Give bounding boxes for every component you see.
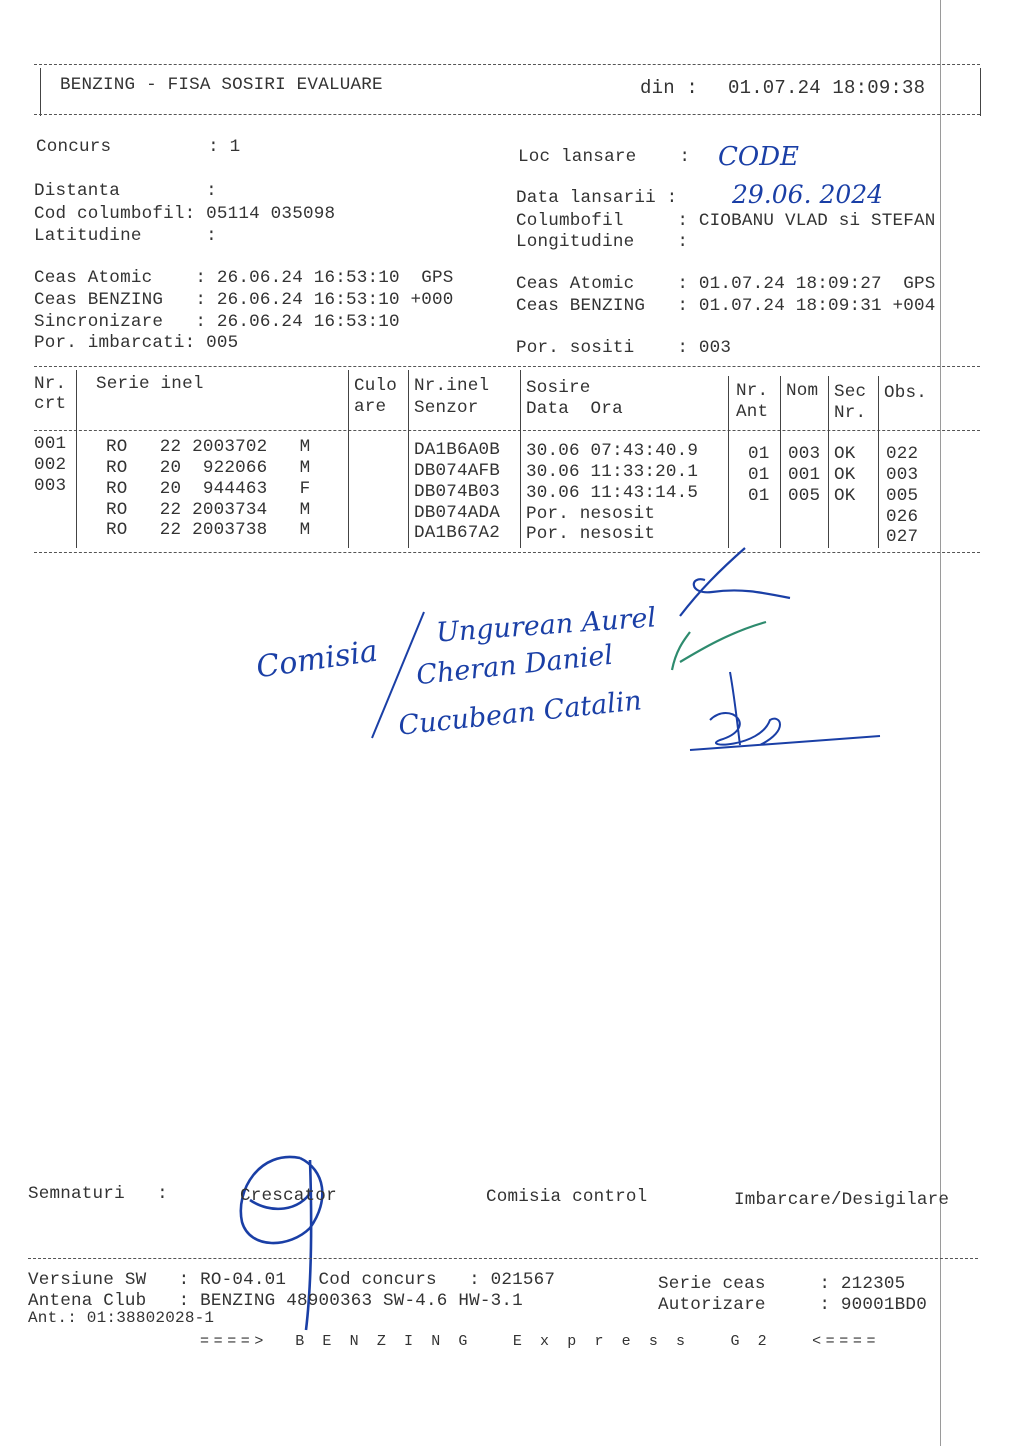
col-header-culoare-2: are [354,397,387,417]
col-sep [520,370,521,548]
semnaturi-label: Semnaturi : [28,1184,168,1204]
cell-sosire: Por. nesosit [526,524,656,544]
latitudine-line: Latitudine : [34,226,217,246]
loc-lansare-handwritten: CODE [718,142,800,172]
col-header-nr-ant: Nr. [736,381,769,401]
cell-sosire: 30.06 11:43:14.5 [526,483,699,503]
cell-sec: OK [834,486,856,506]
cod-columbofil-line: Cod columbofil: 05114 035098 [34,204,336,224]
cell-obs: 026 [886,507,919,527]
header-bottom-rule [34,114,980,115]
loc-lansare-label: Loc lansare : [518,147,691,167]
ceas-benzing-start: Ceas BENZING : 26.06.24 16:53:10 +000 [34,290,454,310]
data-lansarii-label: Data lansarii : [516,188,678,208]
imbarcare-label: Imbarcare/Desigilare [734,1190,950,1210]
por-imbarcati-line: Por. imbarcati: 005 [34,333,239,353]
cell-sec: OK [834,444,856,464]
table-top-rule [34,366,980,367]
col-sep [828,376,829,548]
issue-date-label: din : [640,77,699,99]
cell-nom: 001 [788,465,821,485]
serie-ceas-line: Serie ceas : 212305 [658,1274,906,1294]
longitudine-line: Longitudine : [516,232,689,252]
cell-obs: 027 [886,527,919,547]
col-sep [408,370,409,548]
distanta-line: Distanta : [34,181,217,201]
cell-senzor: DB074B03 [414,482,501,502]
col-sep [878,376,879,548]
header-right-border [980,68,981,116]
data-lansarii-handwritten: 29.06. 2024 [732,180,884,209]
autorizare-line: Autorizare : 90001BD0 [658,1295,927,1315]
commission-label-handwritten: Comisia [254,633,380,686]
cell-serie: RO 22 2003702 M [106,437,311,457]
scan-edge-line [940,0,941,1446]
cell-nr: 003 [34,476,67,496]
concurs-line: Concurs : 1 [36,137,241,157]
cell-serie: RO 20 944463 F [106,479,311,499]
issue-date-value: 01.07.24 18:09:38 [728,77,926,99]
footer-rule [28,1258,978,1259]
crescator-label: Crescator [240,1186,337,1206]
cell-senzor: DA1B6A0B [414,440,501,460]
cell-sec: OK [834,465,856,485]
versiune-sw-line: Versiune SW : RO-04.01 Cod concurs : 021567 [28,1270,556,1290]
cell-serie: RO 22 2003738 M [106,520,311,540]
ant-line: Ant.: 01:38802028-1 [28,1309,215,1327]
col-header-ant: Ant [736,402,769,422]
cell-senzor: DA1B67A2 [414,523,501,543]
cell-nom: 005 [788,486,821,506]
col-header-nr-inel: Nr.inel [414,376,490,396]
cell-sosire: 30.06 07:43:40.9 [526,441,699,461]
cell-serie: RO 20 922066 M [106,458,311,478]
col-header-data-ora: Data Ora [526,399,623,419]
col-sep [76,370,77,548]
antena-club-line: Antena Club : BENZING 48900363 SW-4.6 HW-3.1 [28,1291,523,1311]
sincronizare-line: Sincronizare : 26.06.24 16:53:10 [34,312,400,332]
cell-sosire: Por. nesosit [526,504,656,524]
col-header-obs: Obs. [884,383,928,403]
header-left-border [40,68,41,116]
ceas-benzing-end: Ceas BENZING : 01.07.24 18:09:31 +004 [516,296,936,316]
cell-obs: 005 [886,486,919,506]
cell-ant: 01 [748,486,770,506]
cell-nr: 002 [34,455,67,475]
col-header-serie-inel: Serie inel [96,374,204,394]
cell-ant: 01 [748,465,770,485]
columbofil-line: Columbofil : CIOBANU VLAD si STEFAN [516,211,936,231]
por-sositi-line: Por. sositi : 003 [516,338,732,358]
cell-nom: 003 [788,444,821,464]
col-header-senzor: Senzor [414,398,479,418]
col-sep [728,376,729,548]
col-header-nr-crt-2: crt [34,394,67,414]
table-bottom-rule [34,552,980,553]
header-top-rule [34,64,980,65]
col-header-nr-crt: Nr. [34,374,67,394]
col-sep [348,370,349,548]
cell-serie: RO 22 2003734 M [106,500,311,520]
commission-member-3: Cucubean Catalin [397,685,644,742]
cell-obs: 003 [886,465,919,485]
col-header-sec-nr: Nr. [834,403,867,423]
comisia-control-label: Comisia control [486,1187,648,1207]
commission-member-2: Cheran Daniel [414,639,615,692]
cell-ant: 01 [748,444,770,464]
cell-sosire: 30.06 11:33:20.1 [526,462,699,482]
table-header-rule [34,430,980,431]
ceas-atomic-end: Ceas Atomic : 01.07.24 18:09:27 GPS [516,274,936,294]
cell-nr: 001 [34,434,67,454]
benzing-express-banner: ====> B E N Z I N G E x p r e s s G 2 <==== [200,1333,881,1350]
cell-senzor: DB074AFB [414,461,501,481]
cell-senzor: DB074ADA [414,503,501,523]
col-sep [780,376,781,548]
col-header-sec: Sec [834,382,867,402]
cell-obs: 022 [886,444,919,464]
ceas-atomic-start: Ceas Atomic : 26.06.24 16:53:10 GPS [34,268,454,288]
col-header-culoare: Culo [354,376,398,396]
col-header-sosire: Sosire [526,378,591,398]
commission-member-1: Ungurean Aurel [435,602,658,649]
document-title: BENZING - FISA SOSIRI EVALUARE [60,75,383,95]
col-header-nom: Nom [786,381,819,401]
